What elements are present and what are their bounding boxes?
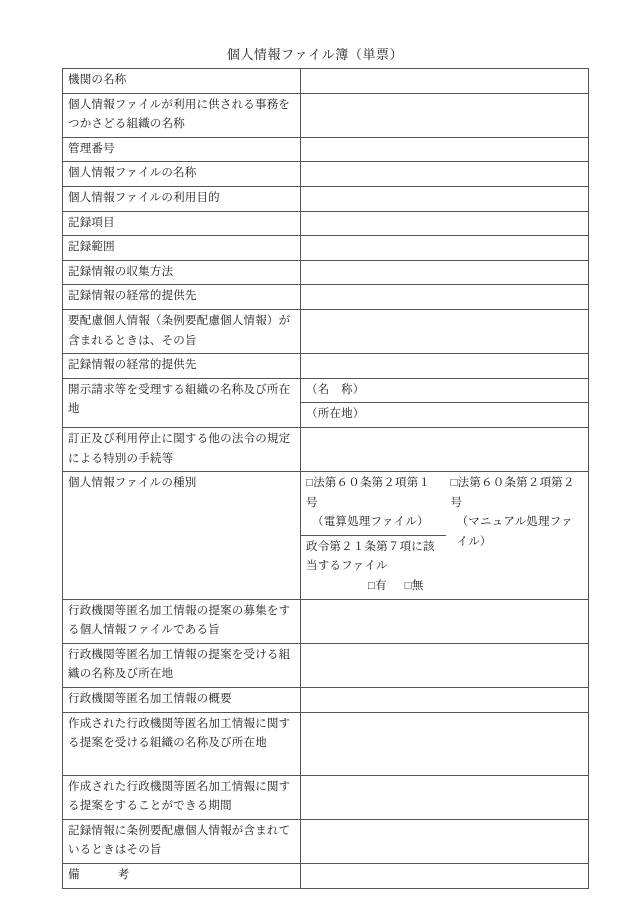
row-value-ordinance-sensitive-information[interactable] xyxy=(301,819,589,863)
disclosure-address-label[interactable]: （所在地） xyxy=(306,408,365,421)
table-row xyxy=(63,186,589,211)
table-row xyxy=(63,427,589,471)
table-row xyxy=(63,688,589,713)
table-row xyxy=(63,643,589,687)
row-value-anonymized-proposal-solicitation[interactable] xyxy=(301,599,589,643)
row-label-proposal-period: 作成された行政機関等匿名加工情報に関する提案をすることができる期間 xyxy=(63,775,301,819)
file-type-manual-note: （マニュアル処理ファイル） xyxy=(456,516,573,548)
row-value-file-name[interactable] xyxy=(301,162,589,187)
row-label-anonymized-proposal-office: 行政機関等匿名加工情報の提案を受ける組織の名称及び所在地 xyxy=(63,643,301,687)
row-label-remarks xyxy=(63,864,301,889)
row-value-agency-name[interactable] xyxy=(301,69,589,94)
row-label-purpose-of-use: 個人情報ファイルの利用目的 xyxy=(63,186,301,211)
table-row xyxy=(63,599,589,643)
table-row xyxy=(63,236,589,261)
table-row xyxy=(63,260,589,285)
table-row xyxy=(63,775,589,819)
table-row xyxy=(63,819,589,863)
table-row xyxy=(63,864,589,889)
row-label-collection-method: 記録情報の収集方法 xyxy=(63,260,301,285)
row-value-created-anonymized-proposal-office[interactable] xyxy=(301,712,589,775)
row-label-special-procedures: 訂正及び利用停止に関する他の法令の規定による特別の手続等 xyxy=(63,427,301,471)
row-label-disclosure-reception-office: 開示請求等を受理する組織の名称及び所在地 xyxy=(63,378,301,427)
row-label-organization-name: 個人情報ファイルが利用に供される事務をつかさどる組織の名称 xyxy=(63,93,301,137)
checkbox-option-manual-label: □法第６０条第２項第２号 xyxy=(450,477,575,509)
file-type-option-item-1[interactable] xyxy=(301,472,446,536)
table-body xyxy=(63,69,589,889)
table-row xyxy=(63,137,589,162)
row-value-purpose-of-use[interactable] xyxy=(301,186,589,211)
row-label-sensitive-information: 要配慮個人情報（条例要配慮個人情報）が含まれるときは、その旨 xyxy=(63,309,301,353)
row-label-recorded-scope: 記録範囲 xyxy=(63,236,301,261)
row-value-organization-name[interactable] xyxy=(301,93,589,137)
file-type-right-column xyxy=(446,472,588,599)
checkbox-no[interactable]: □無 xyxy=(404,580,424,593)
table-row xyxy=(63,69,589,94)
row-value-collection-method[interactable] xyxy=(301,260,589,285)
row-value-proposal-period[interactable] xyxy=(301,775,589,819)
row-label-regular-recipients-2: 記録情報の経常的提供先 xyxy=(63,354,301,379)
table-row xyxy=(63,378,589,427)
row-value-special-procedures[interactable] xyxy=(301,427,589,471)
file-type-electronic-note: （電算処理ファイル） xyxy=(312,516,429,529)
file-type-columns xyxy=(301,472,588,599)
row-label-recorded-items: 記録項目 xyxy=(63,211,301,236)
checkbox-yes[interactable]: □有 xyxy=(367,580,387,593)
row-label-regular-recipients-1: 記録情報の経常的提供先 xyxy=(63,285,301,310)
row-label-ordinance-sensitive-information: 記録情報に条例要配慮個人情報が含まれているときはその旨 xyxy=(63,819,301,863)
disclosure-subtable xyxy=(301,379,588,427)
disclosure-name-row xyxy=(301,379,588,403)
page-title: 個人情報ファイル簿（単票） xyxy=(226,47,404,62)
row-label-anonymized-proposal-solicitation: 行政機関等匿名加工情報の提案の募集をする個人情報ファイルである旨 xyxy=(63,599,301,643)
row-label-anonymized-overview: 行政機関等匿名加工情報の概要 xyxy=(63,688,301,713)
table-row xyxy=(63,162,589,187)
row-value-anonymized-proposal-office[interactable] xyxy=(301,643,589,687)
row-value-file-type xyxy=(301,472,589,600)
row-value-recorded-scope[interactable] xyxy=(301,236,589,261)
row-value-remarks[interactable] xyxy=(301,864,589,889)
disclosure-address-row xyxy=(301,403,588,427)
table-row xyxy=(63,285,589,310)
file-type-option-item-2[interactable] xyxy=(446,472,588,593)
remarks-first-char: 備 xyxy=(68,869,80,881)
table-row xyxy=(63,712,589,775)
personal-information-file-register-table xyxy=(62,68,589,889)
row-label-created-anonymized-proposal-office: 作成された行政機関等匿名加工情報に関する提案を受ける組織の名称及び所在地 xyxy=(63,712,301,775)
table-row xyxy=(63,354,589,379)
remarks-second-char: 考 xyxy=(117,869,130,881)
row-label-control-number: 管理番号 xyxy=(63,137,301,162)
file-type-ordinance-subsection xyxy=(301,536,446,599)
table-row xyxy=(63,211,589,236)
checkbox-option-electronic-label: □法第６０条第２項第１号 xyxy=(306,477,431,509)
file-type-nested-table xyxy=(301,472,588,599)
row-value-sensitive-information[interactable] xyxy=(301,309,589,353)
row-value-regular-recipients-1[interactable] xyxy=(301,285,589,310)
row-value-anonymized-overview[interactable] xyxy=(301,688,589,713)
file-type-left-column xyxy=(301,472,446,599)
ordinance-article-text: 政令第２１条第７項に該当するファイル xyxy=(306,540,435,573)
row-label-agency-name: 機関の名称 xyxy=(63,69,301,94)
row-value-regular-recipients-2[interactable] xyxy=(301,354,589,379)
row-value-disclosure-reception-office xyxy=(301,378,589,427)
table-row xyxy=(63,93,589,137)
table-row xyxy=(63,309,589,353)
row-label-file-type: 個人情報ファイルの種別 xyxy=(63,472,301,600)
row-value-recorded-items[interactable] xyxy=(301,211,589,236)
row-label-file-name: 個人情報ファイルの名称 xyxy=(63,162,301,187)
row-value-control-number[interactable] xyxy=(301,137,589,162)
table-row-file-type xyxy=(63,472,589,600)
ordinance-checkbox-group xyxy=(306,577,442,597)
disclosure-name-label[interactable]: （名 称） xyxy=(301,379,588,403)
